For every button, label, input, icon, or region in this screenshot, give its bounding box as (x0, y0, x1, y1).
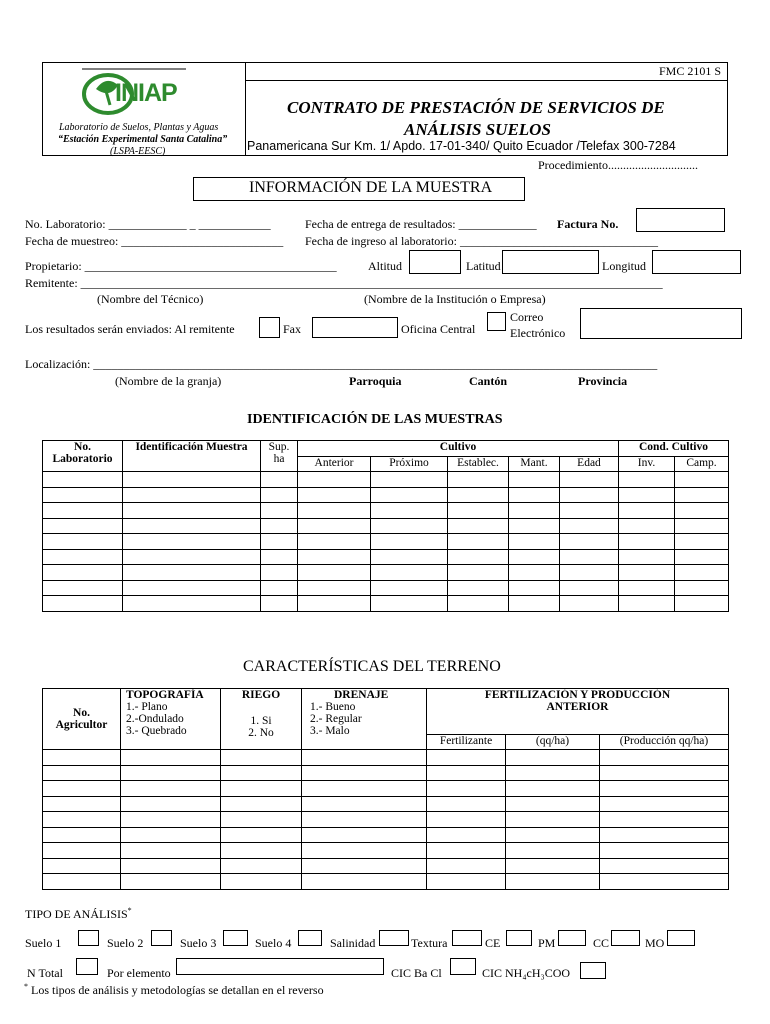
footnote-text: Los tipos de análisis y metodologías se detallan en el reverso (31, 983, 324, 997)
analysis-title-text: TIPO DE ANÁLISIS (25, 907, 128, 921)
table-cell[interactable] (261, 549, 298, 565)
sub-established: Establec. (448, 456, 509, 472)
table-cell[interactable] (221, 765, 302, 781)
table-cell[interactable] (509, 549, 560, 565)
n-total-label: N Total (27, 966, 63, 980)
table-cell[interactable] (506, 827, 600, 843)
table-cell[interactable] (675, 580, 729, 596)
procedure-field[interactable]: Procedimiento.............................. (538, 158, 698, 172)
salinity-checkbox[interactable] (379, 930, 409, 946)
table-row (43, 765, 729, 781)
table-cell[interactable] (506, 843, 600, 859)
table-cell[interactable] (506, 858, 600, 874)
table-cell[interactable] (298, 518, 371, 534)
table-cell[interactable] (675, 487, 729, 503)
table-cell[interactable] (221, 796, 302, 812)
identification-table (42, 440, 729, 612)
sub-winter: Inv. (619, 456, 675, 472)
table-row (43, 812, 729, 828)
table-cell[interactable] (123, 534, 261, 550)
identification-title: IDENTIFICACIÓN DE LAS MUESTRAS (247, 412, 503, 427)
table-cell[interactable] (509, 596, 560, 612)
table-cell[interactable] (302, 843, 427, 859)
table-row (43, 549, 729, 565)
table-cell[interactable] (600, 765, 729, 781)
table-cell[interactable] (427, 781, 506, 797)
table-row (43, 827, 729, 843)
per-element-input[interactable] (176, 958, 384, 975)
email-label-1: Correo (510, 310, 544, 324)
table-cell[interactable] (427, 827, 506, 843)
office-checkbox[interactable] (487, 312, 506, 331)
table-cell[interactable] (43, 472, 123, 488)
fertilization-title-line2: ANTERIOR (546, 701, 609, 713)
table-cell[interactable] (619, 596, 675, 612)
table-row (43, 781, 729, 797)
sub-maintenance: Mant. (509, 456, 560, 472)
table-cell[interactable] (600, 796, 729, 812)
table-cell[interactable] (619, 472, 675, 488)
table-cell[interactable] (221, 781, 302, 797)
table-row (43, 518, 729, 534)
irrigation-title: RIEGO (241, 689, 281, 701)
table-cell[interactable] (600, 781, 729, 797)
table-cell[interactable] (43, 534, 123, 550)
cic-bacl-label: CIC Ba Cl (391, 966, 442, 980)
table-cell[interactable] (261, 596, 298, 612)
location-field[interactable]: Localización: ______________________________________________________________________________________________ (25, 357, 658, 371)
table-cell[interactable] (261, 487, 298, 503)
lab-name: Laboratorio de Suelos, Plantas y Aguas (59, 122, 219, 133)
table-cell[interactable] (298, 596, 371, 612)
technician-note: (Nombre del Técnico) (97, 292, 204, 306)
table-cell[interactable] (121, 750, 221, 766)
soil2-checkbox[interactable] (151, 930, 172, 946)
cic-nh4-checkbox[interactable] (580, 962, 606, 979)
table-cell[interactable] (448, 596, 509, 612)
table-cell[interactable] (600, 843, 729, 859)
lab-number-field[interactable]: No. Laboratorio: _____________ _ ____________ (25, 217, 271, 231)
table-cell[interactable] (43, 487, 123, 503)
logo-text: INIAP (115, 79, 177, 107)
table-cell[interactable] (371, 580, 448, 596)
col-crop-condition: Cond. Cultivo (619, 441, 729, 457)
table-row (43, 472, 729, 488)
col-lab-no-line1: No. (74, 441, 91, 453)
salinity-label: Salinidad (330, 936, 376, 950)
table-cell[interactable] (600, 858, 729, 874)
table-cell[interactable] (123, 596, 261, 612)
table-cell[interactable] (298, 487, 371, 503)
table-cell[interactable] (509, 518, 560, 534)
table-cell[interactable] (448, 518, 509, 534)
table-cell[interactable] (298, 565, 371, 581)
table-cell[interactable] (43, 781, 121, 797)
sample-info-title: INFORMACIÓN DE LA MUESTRA (249, 179, 493, 196)
logo-cell (43, 63, 246, 155)
soil3-label: Suelo 3 (180, 936, 217, 950)
table-cell[interactable] (371, 487, 448, 503)
table-cell[interactable] (560, 549, 619, 565)
col-lab-no (43, 441, 123, 472)
table-cell[interactable] (43, 503, 123, 519)
col-topography (121, 689, 221, 750)
table-cell[interactable] (619, 565, 675, 581)
drainage-title: DRENAJE (334, 689, 389, 701)
table-cell[interactable] (123, 549, 261, 565)
table-cell[interactable] (560, 487, 619, 503)
latitude-input[interactable] (502, 250, 599, 274)
terrain-title: CARACTERÍSTICAS DEL TERRENO (243, 658, 501, 675)
table-row (43, 858, 729, 874)
table-cell[interactable] (509, 534, 560, 550)
table-cell[interactable] (509, 565, 560, 581)
table-cell[interactable] (506, 750, 600, 766)
sampling-date-field[interactable]: Fecha de muestreo: ___________________________ (25, 234, 284, 248)
contract-title-line2: ANÁLISIS SUELOS (404, 120, 551, 139)
owner-field[interactable]: Propietario: __________________________________________ (25, 259, 337, 273)
cic-bacl-checkbox[interactable] (450, 958, 476, 975)
invoice-label: Factura No. (557, 217, 619, 231)
table-cell[interactable] (43, 750, 121, 766)
delivery-date-field[interactable]: Fecha de entrega de resultados: _____________ (305, 217, 537, 231)
table-cell[interactable] (675, 503, 729, 519)
table-cell[interactable] (261, 503, 298, 519)
table-cell[interactable] (43, 812, 121, 828)
email-input[interactable] (580, 308, 742, 339)
table-cell[interactable] (221, 827, 302, 843)
table-cell[interactable] (619, 487, 675, 503)
sub-age: Edad (560, 456, 619, 472)
sender-field[interactable]: Remitente: _________________________________________________________________________________________________ (25, 276, 663, 290)
soil4-checkbox[interactable] (298, 930, 322, 946)
table-cell[interactable] (43, 565, 123, 581)
table-cell[interactable] (371, 596, 448, 612)
n-total-checkbox[interactable] (76, 958, 98, 975)
table-cell[interactable] (302, 750, 427, 766)
canton-label: Cantón (469, 374, 508, 388)
table-cell[interactable] (302, 812, 427, 828)
fax-label: Fax (283, 322, 301, 336)
table-cell[interactable] (427, 812, 506, 828)
table-cell[interactable] (619, 534, 675, 550)
table-cell[interactable] (298, 503, 371, 519)
table-cell[interactable] (509, 472, 560, 488)
table-cell[interactable] (221, 874, 302, 890)
table-cell[interactable] (448, 503, 509, 519)
table-cell[interactable] (427, 796, 506, 812)
table-cell[interactable] (619, 549, 675, 565)
table-cell[interactable] (427, 874, 506, 890)
table-cell[interactable] (675, 596, 729, 612)
table-cell[interactable] (371, 549, 448, 565)
table-cell[interactable] (43, 874, 121, 890)
texture-checkbox[interactable] (452, 930, 482, 946)
table-cell[interactable] (619, 518, 675, 534)
table-cell[interactable] (261, 518, 298, 534)
soil1-checkbox[interactable] (78, 930, 99, 946)
table-cell[interactable] (302, 827, 427, 843)
table-cell[interactable] (675, 534, 729, 550)
table-cell[interactable] (43, 796, 121, 812)
mo-label: MO (645, 936, 665, 950)
topography-opt2: 2.-Ondulado (126, 713, 184, 725)
province-label: Provincia (578, 374, 628, 388)
table-cell[interactable] (43, 858, 121, 874)
table-cell[interactable] (121, 874, 221, 890)
form-code: FMC 2101 S (658, 64, 721, 78)
table-cell[interactable] (371, 503, 448, 519)
table-cell[interactable] (261, 534, 298, 550)
table-cell[interactable] (298, 472, 371, 488)
soil4-label: Suelo 4 (255, 936, 292, 950)
fax-input[interactable] (312, 317, 398, 338)
table-row (43, 503, 729, 519)
parish-label: Parroquia (349, 374, 402, 388)
sub-qq-ha: (qq/ha) (506, 734, 600, 749)
soil3-checkbox[interactable] (223, 930, 248, 946)
table-cell[interactable] (560, 596, 619, 612)
table-cell[interactable] (298, 580, 371, 596)
table-cell[interactable] (43, 580, 123, 596)
table-cell[interactable] (509, 487, 560, 503)
irrigation-opt1: 1. Si (250, 715, 272, 727)
table-cell[interactable] (121, 858, 221, 874)
sender-checkbox[interactable] (259, 317, 280, 338)
col-farmer-no (43, 689, 121, 750)
table-cell[interactable] (221, 843, 302, 859)
table-cell[interactable] (619, 580, 675, 596)
station-name: “Estación Experimental Santa Catalina” (58, 134, 228, 145)
table-cell[interactable] (302, 796, 427, 812)
per-element-label: Por elemento (107, 966, 171, 980)
pm-label: PM (538, 936, 556, 950)
table-row (43, 750, 729, 766)
table-cell[interactable] (371, 534, 448, 550)
table-cell[interactable] (302, 781, 427, 797)
table-cell[interactable] (43, 518, 123, 534)
table-cell[interactable] (675, 565, 729, 581)
longitude-label: Longitud (602, 259, 646, 273)
table-cell[interactable] (221, 858, 302, 874)
ce-checkbox[interactable] (506, 930, 532, 946)
table-cell[interactable] (509, 503, 560, 519)
table-row (43, 487, 729, 503)
table-cell[interactable] (302, 765, 427, 781)
address: Panamericana Sur Km. 1/ Apdo. 17-01-340/ Quito Ecuador /Telefax 300-7284 (247, 139, 676, 153)
cc-label: CC (593, 936, 610, 950)
table-cell[interactable] (448, 487, 509, 503)
table-cell[interactable] (123, 518, 261, 534)
table-cell[interactable] (123, 472, 261, 488)
table-cell[interactable] (506, 812, 600, 828)
table-cell[interactable] (121, 781, 221, 797)
table-cell[interactable] (43, 765, 121, 781)
table-cell[interactable] (600, 827, 729, 843)
pm-checkbox[interactable] (558, 930, 586, 946)
table-cell[interactable] (560, 518, 619, 534)
irrigation-opt2: 2. No (248, 727, 274, 739)
drainage-opt3: 3.- Malo (310, 725, 350, 737)
farm-note: (Nombre de la granja) (115, 374, 222, 388)
intake-date-field[interactable]: Fecha de ingreso al laboratorio: _________________________________ (305, 234, 658, 248)
table-cell[interactable] (121, 843, 221, 859)
longitude-input[interactable] (652, 250, 741, 274)
table-cell[interactable] (560, 534, 619, 550)
table-cell[interactable] (506, 781, 600, 797)
invoice-input[interactable] (636, 208, 725, 232)
col-lab-no-line2: Laboratorio (52, 453, 113, 465)
table-cell[interactable] (121, 796, 221, 812)
footnote (24, 982, 324, 998)
sub-production: (Producción qq/ha) (600, 734, 729, 749)
form-header (42, 62, 728, 156)
table-cell[interactable] (506, 796, 600, 812)
latitude-label: Latitud (466, 259, 501, 273)
altitude-input[interactable] (409, 250, 461, 274)
sub-next: Próximo (371, 456, 448, 472)
col-crop: Cultivo (298, 441, 619, 457)
analysis-title-mark: * (127, 906, 132, 915)
drainage-opt1: 1.- Bueno (310, 701, 356, 713)
table-row (43, 534, 729, 550)
lab-code: (LSPA-EESC) (110, 146, 166, 157)
table-cell[interactable] (675, 549, 729, 565)
office-label: Oficina Central (401, 322, 476, 336)
table-cell[interactable] (298, 534, 371, 550)
col-area-line2: ha (273, 453, 285, 465)
table-cell[interactable] (427, 750, 506, 766)
col-irrigation (221, 689, 302, 750)
table-cell[interactable] (427, 858, 506, 874)
topography-opt1: 1.- Plano (126, 701, 168, 713)
table-cell[interactable] (560, 580, 619, 596)
table-cell[interactable] (619, 503, 675, 519)
col-farmer-no-line2: Agricultor (55, 719, 108, 731)
table-cell[interactable] (261, 580, 298, 596)
contract-title-line1: CONTRATO DE PRESTACIÓN DE SERVICIOS DE (287, 98, 665, 117)
table-cell[interactable] (506, 874, 600, 890)
table-cell[interactable] (675, 518, 729, 534)
table-row (43, 874, 729, 890)
fertilization-title-line1: FERTILIZACIÓN Y PRODUCCIÓN (484, 689, 671, 701)
table-cell[interactable] (371, 565, 448, 581)
table-cell[interactable] (221, 750, 302, 766)
sub-season: Camp. (675, 456, 729, 472)
topography-opt3: 3.- Quebrado (126, 725, 187, 737)
table-cell[interactable] (123, 503, 261, 519)
table-cell[interactable] (121, 765, 221, 781)
col-sample-id: Identificación Muestra (123, 441, 261, 472)
table-row (43, 796, 729, 812)
results-sent-label: Los resultados serán enviados: Al remitente (25, 322, 235, 336)
table-cell[interactable] (371, 472, 448, 488)
soil1-label: Suelo 1 (25, 936, 62, 950)
col-fertilization (427, 689, 729, 735)
table-cell[interactable] (448, 472, 509, 488)
table-cell[interactable] (675, 472, 729, 488)
table-cell[interactable] (448, 534, 509, 550)
table-cell[interactable] (560, 503, 619, 519)
institution-note: (Nombre de la Institución o Empresa) (364, 292, 546, 306)
col-area (261, 441, 298, 472)
table-cell[interactable] (600, 874, 729, 890)
table-cell[interactable] (123, 580, 261, 596)
email-label-2: Electrónico (510, 326, 566, 340)
table-cell[interactable] (427, 843, 506, 859)
table-cell[interactable] (448, 580, 509, 596)
form-code-row (245, 63, 727, 81)
table-cell[interactable] (302, 874, 427, 890)
table-cell[interactable] (509, 580, 560, 596)
table-cell[interactable] (121, 827, 221, 843)
footnote-mark: * (24, 982, 28, 991)
table-row (43, 596, 729, 612)
table-cell[interactable] (221, 812, 302, 828)
table-cell[interactable] (43, 827, 121, 843)
table-cell[interactable] (302, 858, 427, 874)
col-drainage (302, 689, 427, 750)
table-cell[interactable] (43, 843, 121, 859)
table-cell[interactable] (600, 812, 729, 828)
table-cell[interactable] (427, 765, 506, 781)
texture-label: Textura (411, 936, 448, 950)
table-cell[interactable] (600, 750, 729, 766)
table-cell[interactable] (261, 472, 298, 488)
drainage-opt2: 2.- Regular (310, 713, 362, 725)
table-cell[interactable] (43, 596, 123, 612)
col-farmer-no-line1: No. (73, 707, 90, 719)
col-area-line1: Sup. (268, 441, 290, 453)
table-cell[interactable] (121, 812, 221, 828)
table-cell[interactable] (123, 565, 261, 581)
table-cell[interactable] (560, 565, 619, 581)
topography-title: TOPOGRAFÍA (126, 689, 204, 701)
table-cell[interactable] (43, 549, 123, 565)
table-row (43, 843, 729, 859)
table-cell[interactable] (123, 487, 261, 503)
table-cell[interactable] (298, 549, 371, 565)
sub-previous: Anterior (298, 456, 371, 472)
cc-checkbox[interactable] (611, 930, 640, 946)
table-cell[interactable] (560, 472, 619, 488)
table-row (43, 565, 729, 581)
table-cell[interactable] (448, 549, 509, 565)
analysis-title (25, 906, 132, 922)
mo-checkbox[interactable] (667, 930, 695, 946)
terrain-table (42, 688, 729, 890)
sub-fertilizer: Fertilizante (427, 734, 506, 749)
table-row (43, 580, 729, 596)
table-cell[interactable] (448, 565, 509, 581)
ce-label: CE (485, 936, 501, 950)
table-cell[interactable] (371, 518, 448, 534)
table-cell[interactable] (261, 565, 298, 581)
altitude-label: Altitud (368, 259, 403, 273)
cic-nh4-label: CIC NH₄cH₃COO (482, 966, 571, 980)
table-cell[interactable] (506, 765, 600, 781)
soil2-label: Suelo 2 (107, 936, 144, 950)
